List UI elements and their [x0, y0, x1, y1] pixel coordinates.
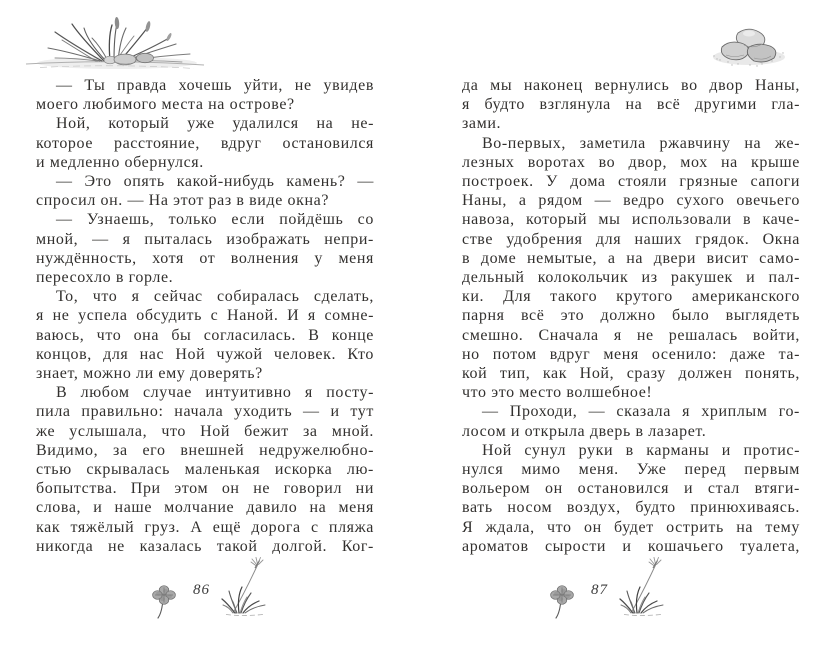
text-line: да мы наконец вернулись во двор Наны, [462, 77, 800, 94]
text-line: — Проходи, — сказала я хриплым го- [482, 403, 800, 421]
text-line: знает, можно ли ему доверять? [36, 365, 263, 383]
text-line: спросил он. — На этот раз в виде окна? [36, 192, 330, 210]
text-line: я будто взглянула на всё другими гла- [462, 96, 800, 114]
grass-and-stones-illustration [22, 14, 208, 72]
page-number: 86 [193, 582, 210, 598]
text-line: бопытства. При этом он не говорил ни [36, 480, 374, 498]
text-line: но потом вдруг меня осенило: даже та- [462, 345, 800, 363]
text-line: вать носом воздух, будто принюхиваясь. [462, 499, 800, 517]
page-left-text-column [36, 76, 374, 556]
text-line: слова, и наше молчание давило на меня [36, 499, 374, 517]
text-line: стью скрывалась маленькая искорка лю- [36, 461, 374, 479]
text-line: в доме немытые, а на двери висит само- [462, 249, 800, 267]
text-line: дельный колокольчик из ракушек и пал- [462, 269, 800, 287]
text-line: ки. Для такого крутого американского [462, 288, 800, 306]
grass-tuft-icon [221, 557, 269, 619]
text-line: лосом и открыла дверь в лазарет. [462, 422, 707, 440]
text-line: никогда не казалась такой долгой. Ког- [36, 537, 374, 555]
text-line: — Это опять какой-нибудь камень? — [56, 173, 374, 191]
text-line: Видимо, за его внешней недружелюбно- [36, 441, 374, 459]
text-line: смешно. Сначала я не решалась войти, [462, 326, 800, 344]
text-line: — Ты правда хочешь уйти, не увидев [56, 77, 374, 94]
page-number: 87 [591, 582, 608, 598]
text-line: зами. [462, 115, 502, 133]
text-line: Ной сунул руки в карманы и протис- [482, 441, 800, 459]
text-line: То, что я сейчас собиралась сделать, [56, 288, 374, 306]
grass-tuft-icon [619, 557, 667, 619]
text-line: же услышала, что Ной бежит за мной. [36, 422, 374, 440]
text-line: стве удобрения для наших грядок. Окна [462, 230, 800, 248]
text-line: что это место волшебное! [462, 384, 653, 402]
text-line: кой тип, как Ной, сразу должен понять, [462, 365, 800, 383]
text-line: Во-первых, заметила ржавчину на же- [482, 134, 800, 152]
page-right-text-column [462, 76, 800, 556]
text-line: Ной, который уже удалился на не- [56, 115, 374, 133]
text-line: В любом случае интуитивно я посту- [56, 384, 374, 402]
text-line: вольером он остановился и стал втяги- [462, 480, 800, 498]
text-line: Наны, а рядом — ведро сухого овечьего [462, 192, 800, 210]
text-line: пересохло в горле. [36, 269, 174, 287]
text-line: — Узнаешь, только если пойдёшь со [56, 211, 374, 229]
text-line: моего любимого места на острове? [36, 96, 295, 114]
text-line: нуждённость, хотя от волнения у меня [36, 249, 374, 267]
text-line: которое расстояние, вдруг остановился [36, 134, 374, 152]
text-line: навоза, который мы использовали в каче- [462, 211, 800, 229]
text-line: парня всё это должно было выглядеть [462, 307, 800, 325]
clover-icon [549, 585, 575, 619]
pebbles-illustration [702, 20, 796, 70]
text-line: пила правильно: начала уходить — и тут [36, 403, 374, 421]
text-line: ароматов сырости и кошачьего туалета, [462, 537, 800, 555]
text-line: я не успела обсудить с Наной. И я сомне- [36, 307, 374, 325]
text-line: и медленно обернулся. [36, 153, 204, 171]
clover-icon [151, 585, 177, 619]
text-line: концов, для нас Ной чужой человек. Кто [36, 345, 374, 363]
text-line: нулся мимо меня. Уже перед первым [462, 461, 800, 479]
text-line: мной, — я пыталась изображать непри- [36, 230, 374, 248]
text-line: как тяжёлый груз. А ещё дорога с пляжа [36, 518, 374, 536]
text-line: ваюсь, что она бы согласилась. В конце [36, 326, 374, 344]
page-footer-left [147, 557, 271, 620]
text-line: построек. У дома стояли грязные сапоги [462, 173, 800, 191]
page-footer-right [545, 557, 669, 620]
text-line: лезных воротах во двор, мох на крыше [462, 153, 800, 171]
text-line: Я ждала, что он будет острить на тему [462, 518, 800, 536]
